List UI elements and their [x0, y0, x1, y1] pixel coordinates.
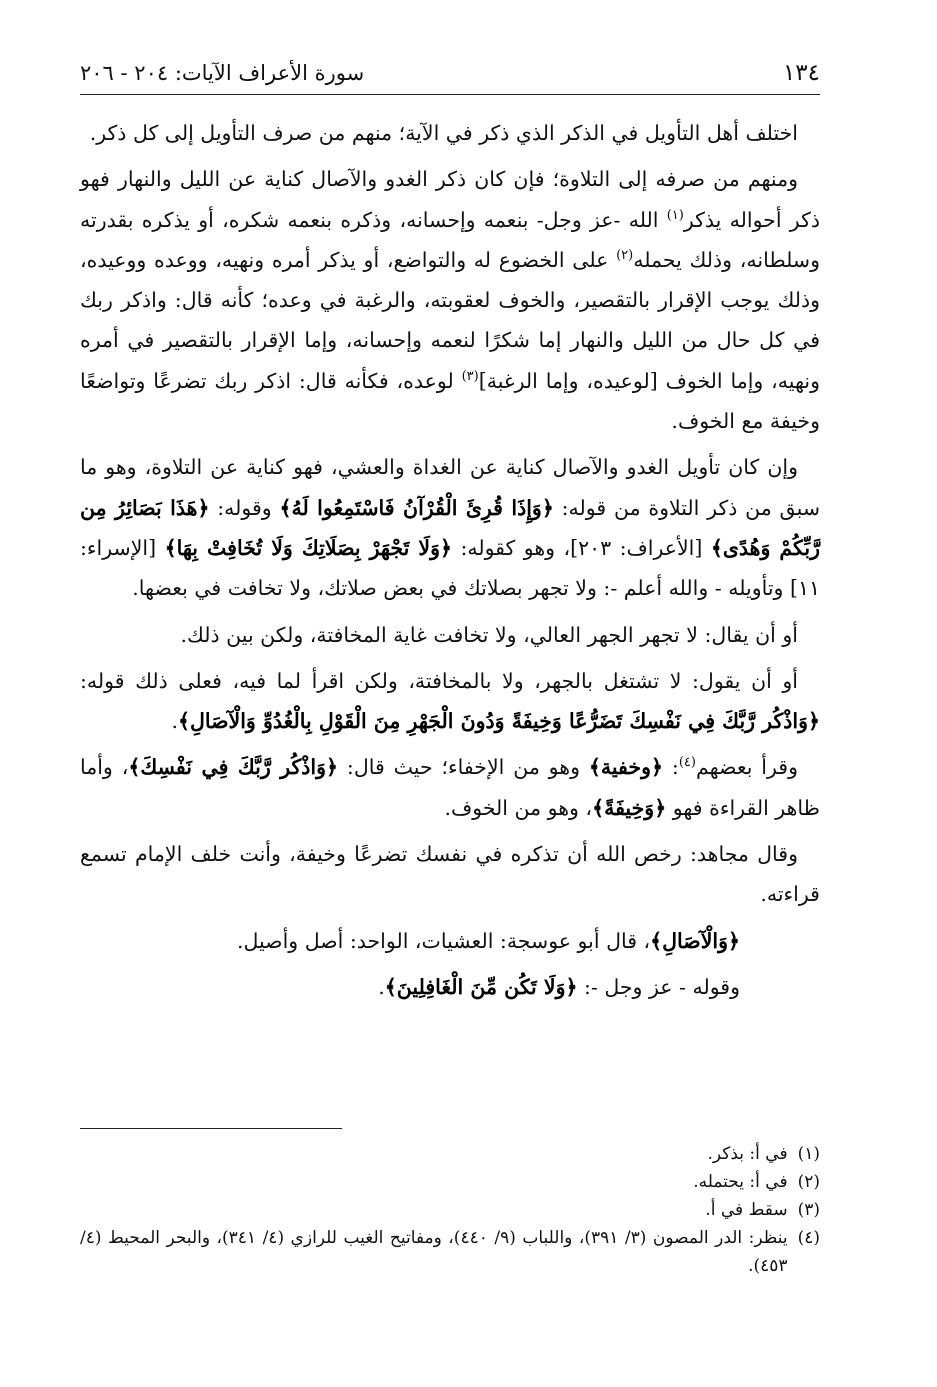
quran-verse: ﴿وَلَا تَجْهَرْ بِصَلَاتِكَ وَلَا تُخَافِتْ بِهَا﴾	[164, 535, 452, 560]
footnote-reference: (٤)	[678, 755, 696, 771]
quran-verse: ﴿وَالْآصَالِ﴾	[650, 928, 740, 953]
paragraph: ومنهم من صرفه إلى التلاوة؛ فإن كان ذكر الغدو والآصال كناية عن الليل والنهار فهو ذكر أحواله يذكر$^{(١)}$ الله -عز وجل- بنعمه وإحسانه، وذكره بنعمه شكره، أو يذكره بقدرته وسلطانه، وذلك يحمله$^{(٢)}$ على الخضوع له والتواضع، أو يذكر أمره ونهيه، ووعده ووعيده، وذلك يوجب الإقرار بالتقصير، والخوف لعقوبته، والرغبة في وعده؛ كأنه قال: واذكر ربك في كل حال من الليل والنهار إما شكرًا لنعمه وإحسانه، وإما الإقرار بالتقصير في أمره ونهيه، وإما الخوف [لوعيده، وإما الرغبة]$^{(٣)}$ لوعده، فكأنه قال: اذكر ربك تضرعًا وتواضعًا وخيفة مع الخوف.	[80, 167, 821, 434]
footnote-text: سقط في أ.	[705, 1200, 788, 1220]
quran-verse: ﴿وَاذْكُر رَّبَّكَ فِي نَفْسِكَ﴾	[128, 755, 339, 780]
paragraph: وقال مجاهد: رخص الله أن تذكره في نفسك تضرعًا وخيفة، وأنت خلف الإمام تسمع قراءته.	[80, 842, 820, 907]
quran-verse: ﴿وَإِذَا قُرِئَ الْقُرْآنُ فَاسْتَمِعُوا لَهُ﴾	[279, 495, 554, 520]
quran-verse: ﴿وَلَا تَكُن مِّنَ الْغَافِلِينَ﴾	[384, 974, 578, 999]
paragraph: ﴿وَالْآصَالِ﴾، قال أبو عوسجة: العشيات، الواحد: أصل وأصيل.	[236, 928, 740, 953]
footnote-text: في أ: بذكر.	[707, 1144, 788, 1164]
footnote-reference: (٢)	[616, 248, 634, 264]
footnote-number: (٣)	[797, 1200, 820, 1220]
paragraph: اختلف أهل التأويل في الذكر الذي ذكر في الآية؛ منهم من صرف التأويل إلى كل ذكر.	[89, 121, 798, 145]
paragraph: وإن كان تأويل الغدو والآصال كناية عن الغداة والعشي، فهو كناية عن التلاوة، وهو ما سبق من ذكر التلاوة من قوله: ﴿وَإِذَا قُرِئَ الْقُرْآنُ فَاسْتَمِعُوا لَهُ﴾ وقوله: ﴿هَذَا بَصَائِرُ مِن رَّبِّكُمْ وَهُدًى﴾ [الأعراف: ٢٠٣]، وهو كقوله: ﴿وَلَا تَجْهَرْ بِصَلَاتِكَ وَلَا تُخَافِتْ بِهَا﴾ [الإسراء: ١١] وتأويله - والله أعلم -: ولا تجهر بصلاتك في بعض صلاتك، ولا تخافت في بعضها.	[80, 455, 820, 601]
footnote-item	[80, 1196, 820, 1224]
footnote-number: (١)	[797, 1144, 820, 1164]
footnote-item	[80, 1224, 820, 1280]
quran-verse: ﴿وخفية﴾	[588, 755, 664, 780]
footnote-reference: (١)	[666, 207, 684, 223]
quran-verse: ﴿هَذَا بَصَائِرُ مِن رَّبِّكُمْ وَهُدًى﴾	[80, 495, 820, 560]
book-page	[80, 58, 820, 1013]
paragraph: وقرأ بعضهم$^{(٤)}$: ﴿وخفية﴾ وهو من الإخفاء؛ حيث قال: ﴿وَاذْكُر رَّبَّكَ فِي نَفْسِكَ﴾، وأما ظاهر القراءة فهو ﴿وَخِيفَةً﴾، وهو من الخوف.	[80, 755, 820, 820]
quran-verse: ﴿وَخِيفَةً﴾	[592, 795, 667, 820]
footnote-item	[80, 1168, 820, 1196]
running-header	[80, 58, 820, 95]
main-text	[80, 113, 820, 1007]
paragraph: أو أن يقال: لا تجهر الجهر العالي، ولا تخافت غاية المخافتة، ولكن بين ذلك.	[180, 622, 798, 647]
chapter-title: سورة الأعراف الآيات: ٢٠٤ - ٢٠٦	[80, 61, 365, 85]
footnote-text: في أ: يحتمله.	[693, 1172, 788, 1192]
footnote-separator	[80, 1128, 342, 1129]
paragraph: أو أن يقول: لا تشتغل بالجهر، ولا بالمخافتة، ولكن اقرأ لما فيه، فعلى ذلك قوله: ﴿وَاذْكُر رَّبَّكَ فِي نَفْسِكَ تَضَرُّعًا وَخِيفَةً وَدُونَ الْجَهْرِ مِنَ الْقَوْلِ بِالْغُدُوِّ وَالْآصَالِ﴾.	[80, 668, 820, 734]
quran-verse: ﴿وَاذْكُر رَّبَّكَ فِي نَفْسِكَ تَضَرُّعًا وَخِيفَةً وَدُونَ الْجَهْرِ مِنَ الْقَوْلِ بِالْغُدُوِّ وَالْآصَالِ﴾	[177, 709, 820, 734]
footnote-number: (٢)	[797, 1172, 820, 1192]
footnotes	[80, 1140, 820, 1280]
paragraph: وقوله - عز وجل -: ﴿وَلَا تَكُن مِّنَ الْغَافِلِينَ﴾.	[378, 974, 740, 999]
footnote-reference: (٣)	[461, 368, 479, 384]
footnote-text: ينظر: الدر المصون (٣/ ٣٩١)، واللباب (٩/ ٤٤٠)، ومفاتيح الغيب للرازي (٤/ ٣٤١)، والبحر المحيط (٤/ ٤٥٣).	[80, 1228, 788, 1276]
footnote-number: (٤)	[797, 1228, 820, 1248]
page-number: ١٣٤	[782, 60, 820, 86]
footnote-item	[80, 1140, 820, 1168]
